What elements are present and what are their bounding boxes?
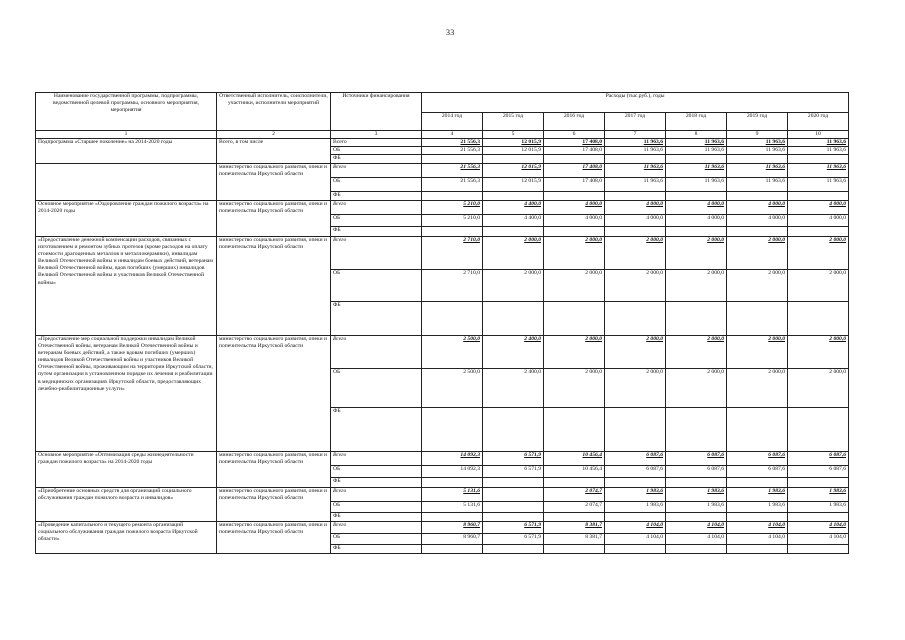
value-cell: 6 571,9: [483, 451, 544, 465]
value-cell: 2 000,0: [727, 368, 788, 407]
value-cell: 2 710,0: [422, 236, 483, 269]
value-cell: 1 983,6: [788, 487, 849, 501]
header-year: 2017 год: [605, 113, 666, 131]
column-number: 5: [483, 131, 544, 139]
row-name: Основное мероприятие «Оздоровление граждан пожилого возраста» на 2014-2020 годы: [36, 200, 217, 236]
value-cell: 11 963,6: [666, 177, 727, 191]
value-cell: 11 963,6: [605, 139, 666, 147]
value-cell: 6 571,9: [483, 521, 544, 533]
value-cell: 4 104,0: [788, 521, 849, 533]
header-name: Наименование государственной программы, подпрограммы, ведомственной целевой программы, основного мероприятия, мероприятия: [36, 93, 217, 131]
value-cell: 2 000,0: [727, 269, 788, 301]
value-cell: 5 131,6: [422, 487, 483, 501]
value-cell: 4 104,0: [727, 521, 788, 533]
header-year: 2015 год: [483, 113, 544, 131]
column-numbers-row: [36, 131, 849, 139]
value-cell: 4 000,0: [666, 200, 727, 214]
page-number: 33: [446, 28, 455, 37]
value-cell: [483, 487, 544, 501]
source-fb: ФБ: [331, 191, 422, 200]
value-cell: 11 963,6: [605, 163, 666, 177]
source-ob: ОБ: [331, 368, 422, 407]
source-total: Всего: [331, 200, 422, 214]
value-cell: 11 963,6: [666, 163, 727, 177]
value-cell: 6 087,6: [727, 451, 788, 465]
value-cell: 11 963,6: [727, 139, 788, 147]
value-cell: 4 400,0: [483, 200, 544, 214]
value-cell: 4 000,0: [727, 214, 788, 226]
value-cell: 2 000,0: [605, 236, 666, 269]
row-executor: министерство социального развития, опеки и попечительства Иркутской области: [217, 335, 331, 451]
value-cell: 4 104,0: [605, 533, 666, 544]
row-name: Основное мероприятие «Оптимизация среды жизнедеятельности граждан пожилого возраста» на 2014-2020 годы: [36, 451, 217, 487]
row-executor: министерство социального развития, опеки и попечительства Иркутской области: [217, 487, 331, 521]
value-cell: 1 983,6: [727, 487, 788, 501]
value-cell: 11 963,6: [788, 177, 849, 191]
value-cell: 4 400,0: [483, 214, 544, 226]
source-ob: ОБ: [331, 147, 422, 155]
value-cell: 2 000,0: [788, 269, 849, 301]
value-cell: 5 131,6: [422, 501, 483, 512]
value-cell: 12 015,9: [483, 147, 544, 155]
value-cell: 6 087,6: [788, 451, 849, 465]
source-total: Всего: [331, 163, 422, 177]
value-cell: 11 963,6: [605, 177, 666, 191]
header-year: 2016 год: [544, 113, 605, 131]
value-cell: 12 015,9: [483, 163, 544, 177]
value-cell: 5 210,0: [422, 214, 483, 226]
source-fb: ФБ: [331, 155, 422, 163]
row-name: «Предоставление мер социальной поддержки инвалидам Великой Отечественной войны, ветеранам Великой Отечественной войны и ветеранам боевых действий, а также вдовам погибших (умерших) инвалидов Великой Отечественной войны и участников Великой Отечественной войны, проживающим на территории Иркутской области, путем организации в установленном порядке их лечения и реабилитации в медицинских организациях Иркутской области, предоставляющих лечебно-реабилитационные услуги»: [36, 335, 217, 451]
value-cell: 4 104,0: [666, 533, 727, 544]
value-cell: 21 556,3: [422, 163, 483, 177]
row-executor: Всего, в том числе: [217, 139, 331, 163]
header-year: 2014 год: [422, 113, 483, 131]
column-number: 6: [544, 131, 605, 139]
value-cell: 1 983,6: [605, 501, 666, 512]
source-ob: ОБ: [331, 465, 422, 477]
value-cell: 6 087,6: [605, 465, 666, 477]
source-fb: ФБ: [331, 301, 422, 335]
value-cell: 2 400,0: [483, 335, 544, 368]
value-cell: 17 408,0: [544, 139, 605, 147]
value-cell: 4 000,0: [788, 200, 849, 214]
value-cell: 4 000,0: [727, 200, 788, 214]
value-cell: 6 087,6: [666, 451, 727, 465]
value-cell: 4 104,0: [727, 533, 788, 544]
row-name: «Предоставление денежной компенсации расходов, связанных с изготовлением и ремонтом зубных протезов (кроме расходов на оплату стоимости драгоценных металлов и металлокерамики), инвалидам Великой Отечественной войны и инвалидам боевых действий, ветеранам Великой Отечественной войны, вдов погибших (умерших) инвалидов Великой Отечественной войны и участников Великой Отечественной войны»: [36, 236, 217, 335]
header-year: 2018 год: [666, 113, 727, 131]
value-cell: 2 000,0: [788, 236, 849, 269]
value-cell: 6 087,6: [605, 451, 666, 465]
value-cell: 2 000,0: [605, 269, 666, 301]
row-name: Подпрограмма «Старшее поколение» на 2014-2020 годы: [36, 139, 217, 163]
value-cell: 8 960,7: [422, 521, 483, 533]
source-ob: ОБ: [331, 177, 422, 191]
row-executor: министерство социального развития, опеки и попечительства Иркутской области: [217, 236, 331, 335]
row-name: «Проведение капитального и текущего ремонта организаций социального обслуживания граждан пожилого возраста Иркутской области»: [36, 521, 217, 553]
value-cell: 2 000,0: [483, 236, 544, 269]
value-cell: 10 456,4: [544, 465, 605, 477]
column-number: 2: [217, 131, 331, 139]
value-cell: 12 015,9: [483, 139, 544, 147]
row-executor: министерство социального развития, опеки и попечительства Иркутской области: [217, 200, 331, 236]
value-cell: 6 571,9: [483, 533, 544, 544]
value-cell: 2 000,0: [544, 269, 605, 301]
value-cell: 11 963,6: [788, 147, 849, 155]
value-cell: 1 983,6: [605, 487, 666, 501]
value-cell: 10 456,4: [544, 451, 605, 465]
source-fb: ФБ: [331, 407, 422, 451]
value-cell: 6 087,6: [788, 465, 849, 477]
value-cell: 11 963,6: [727, 163, 788, 177]
column-number: 10: [788, 131, 849, 139]
value-cell: 2 500,0: [422, 335, 483, 368]
column-number: 3: [331, 131, 422, 139]
value-cell: 4 000,0: [666, 214, 727, 226]
column-number: 7: [605, 131, 666, 139]
value-cell: 4 104,0: [788, 533, 849, 544]
value-cell: 4 000,0: [544, 200, 605, 214]
source-fb: ФБ: [331, 544, 422, 553]
table-row: [36, 451, 849, 465]
value-cell: 2 074,7: [544, 501, 605, 512]
value-cell: 1 983,6: [788, 501, 849, 512]
source-fb: ФБ: [331, 512, 422, 521]
table-row: [36, 335, 849, 368]
value-cell: 2 000,0: [544, 236, 605, 269]
column-number: 9: [727, 131, 788, 139]
value-cell: 2 000,0: [605, 335, 666, 368]
source-total: Всего: [331, 139, 422, 147]
header-year: 2020 год: [788, 113, 849, 131]
value-cell: 6 087,6: [666, 465, 727, 477]
value-cell: 21 556,3: [422, 147, 483, 155]
column-number: 1: [36, 131, 217, 139]
value-cell: 5 210,0: [422, 200, 483, 214]
value-cell: 2 000,0: [788, 368, 849, 407]
value-cell: 4 000,0: [788, 214, 849, 226]
table-row: [36, 200, 849, 214]
value-cell: 2 000,0: [605, 368, 666, 407]
value-cell: 14 092,3: [422, 465, 483, 477]
source-ob: ОБ: [331, 214, 422, 226]
value-cell: 11 963,6: [605, 147, 666, 155]
row-name: «Приобретение основных средств для организаций социального обслуживания граждан пожилого возраста и инвалидов»: [36, 487, 217, 521]
table-row: [36, 487, 849, 501]
value-cell: 8 381,7: [544, 533, 605, 544]
budget-table: [35, 92, 849, 554]
table-row: [36, 236, 849, 269]
value-cell: 14 092,3: [422, 451, 483, 465]
value-cell: 17 408,0: [544, 147, 605, 155]
value-cell: 2 000,0: [666, 269, 727, 301]
value-cell: 2 000,0: [544, 368, 605, 407]
header-sources: Источники финансирования: [331, 93, 422, 131]
value-cell: 11 963,6: [788, 163, 849, 177]
source-total: Всего: [331, 487, 422, 501]
value-cell: 2 000,0: [483, 269, 544, 301]
value-cell: 11 963,6: [788, 139, 849, 147]
column-number: 4: [422, 131, 483, 139]
source-ob: ОБ: [331, 269, 422, 301]
value-cell: 4 000,0: [605, 214, 666, 226]
value-cell: 2 074,7: [544, 487, 605, 501]
value-cell: 2 000,0: [727, 335, 788, 368]
header-year: 2019 год: [727, 113, 788, 131]
value-cell: 2 000,0: [666, 368, 727, 407]
value-cell: 8 381,7: [544, 521, 605, 533]
table-row: [36, 163, 849, 177]
value-cell: 4 000,0: [544, 214, 605, 226]
value-cell: 11 963,6: [666, 139, 727, 147]
value-cell: 11 963,6: [666, 147, 727, 155]
source-fb: ФБ: [331, 477, 422, 487]
value-cell: 21 556,3: [422, 139, 483, 147]
value-cell: 21 556,3: [422, 177, 483, 191]
value-cell: 1 983,6: [727, 501, 788, 512]
value-cell: 4 104,0: [666, 521, 727, 533]
source-total: Всего: [331, 236, 422, 269]
value-cell: 8 960,7: [422, 533, 483, 544]
table-row: [36, 521, 849, 533]
value-cell: [483, 501, 544, 512]
source-total: Всего: [331, 521, 422, 533]
header-expenses: Расходы (тыс.руб.), годы: [422, 93, 849, 113]
source-fb: ФБ: [331, 226, 422, 236]
value-cell: 4 104,0: [605, 521, 666, 533]
value-cell: 6 087,6: [727, 465, 788, 477]
header-executor: Ответственный исполнитель, соисполнители, участники, исполнители мероприятий: [217, 93, 331, 131]
table-row: [36, 139, 849, 147]
source-ob: ОБ: [331, 501, 422, 512]
value-cell: 2 000,0: [788, 335, 849, 368]
value-cell: 11 963,6: [727, 177, 788, 191]
row-executor: министерство социального развития, опеки и попечительства Иркутской области: [217, 451, 331, 487]
value-cell: 1 983,6: [666, 487, 727, 501]
source-ob: ОБ: [331, 533, 422, 544]
value-cell: 11 963,6: [727, 147, 788, 155]
value-cell: 1 983,6: [666, 501, 727, 512]
value-cell: 2 000,0: [666, 236, 727, 269]
value-cell: 2 000,0: [666, 335, 727, 368]
value-cell: 2 400,0: [483, 368, 544, 407]
source-total: Всего: [331, 335, 422, 368]
value-cell: 4 000,0: [605, 200, 666, 214]
value-cell: 6 571,9: [483, 465, 544, 477]
value-cell: 17 408,0: [544, 163, 605, 177]
value-cell: 2 000,0: [727, 236, 788, 269]
row-executor: министерство социального развития, опеки и попечительства Иркутской области: [217, 163, 331, 200]
column-number: 8: [666, 131, 727, 139]
source-total: Всего: [331, 451, 422, 465]
value-cell: 17 408,0: [544, 177, 605, 191]
value-cell: 12 015,9: [483, 177, 544, 191]
value-cell: 2 710,0: [422, 269, 483, 301]
row-executor: министерство социального развития, опеки и попечительства Иркутской области: [217, 521, 331, 553]
value-cell: 2 000,0: [544, 335, 605, 368]
value-cell: 2 500,0: [422, 368, 483, 407]
